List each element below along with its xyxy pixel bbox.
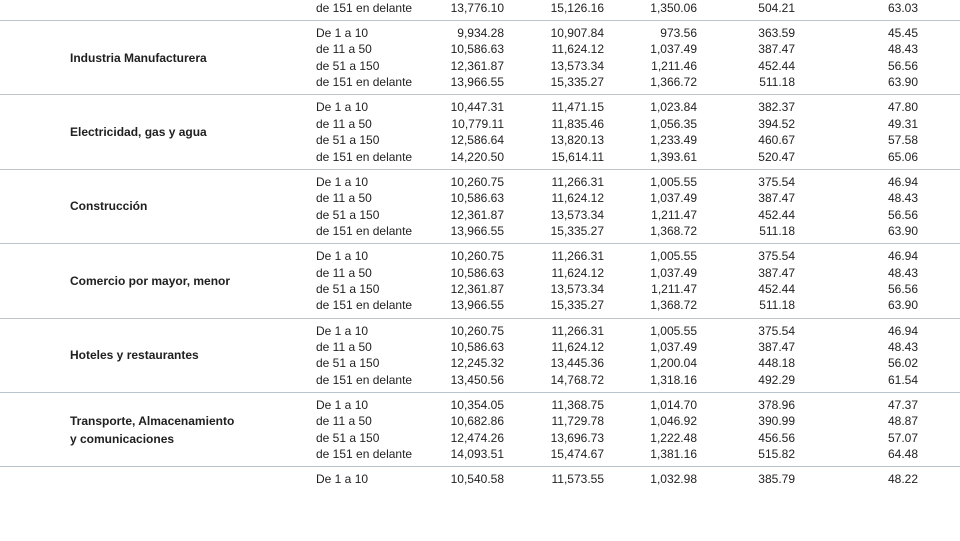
value-cell-3: 1,014.70: [650, 397, 697, 412]
value-cell-2: 13,573.34: [550, 207, 604, 222]
value-cell-1: 10,260.75: [450, 249, 504, 264]
value-cell-5: 61.54: [887, 372, 918, 387]
company-size-cell: de 11 a 50: [316, 414, 372, 429]
value-cell-1: 10,586.63: [450, 191, 504, 206]
value-cell-3: 1,222.48: [650, 430, 697, 445]
company-size-cell: De 1 a 10: [316, 249, 369, 264]
value-cell-1: 13,966.55: [450, 75, 504, 90]
company-size-cell: de 151 en delante: [316, 372, 413, 387]
sector-name: Industria Manufacturera: [70, 50, 207, 65]
value-cell-1: 10,586.63: [450, 339, 504, 354]
value-cell-1: 10,586.63: [450, 42, 504, 57]
value-cell-5: 64.48: [887, 447, 918, 462]
company-size-cell: de 51 a 150: [316, 58, 380, 73]
sector-block-previous: [0, 0, 960, 21]
value-cell-2: 11,266.31: [551, 174, 604, 189]
table-row: [0, 413, 960, 429]
value-cell-2: 11,624.12: [551, 42, 604, 57]
value-cell-5: 57.58: [887, 133, 918, 148]
company-size-cell: de 11 a 50: [316, 191, 372, 206]
table-row: [0, 446, 960, 462]
value-cell-1: 10,779.11: [451, 116, 504, 131]
sector-block-next: [0, 467, 960, 540]
table-row: [0, 149, 960, 165]
value-cell-5: 48.43: [887, 265, 918, 280]
company-size-cell: de 151 en delante: [316, 298, 413, 313]
value-cell-3: 1,037.49: [650, 42, 697, 57]
value-cell-4: 511.18: [759, 75, 795, 90]
value-cell-3: 1,211.47: [651, 207, 697, 222]
table-row: [0, 265, 960, 281]
company-size-cell: de 51 a 150: [316, 133, 380, 148]
table-row: [0, 372, 960, 388]
value-cell-5: 63.90: [887, 298, 918, 313]
value-cell-1: 12,361.87: [450, 281, 504, 296]
value-cell-4: 448.18: [758, 356, 795, 371]
value-cell-5: 56.56: [887, 58, 918, 73]
sector-name: Comercio por mayor, menor: [70, 273, 231, 288]
company-size-cell: De 1 a 10: [316, 26, 369, 40]
value-cell-1: 10,354.05: [450, 397, 504, 412]
sector-name: Hoteles y restaurantes: [70, 348, 199, 363]
value-cell-3: 1,037.49: [650, 339, 697, 354]
value-cell-3: 1,032.98: [650, 472, 697, 487]
value-cell-3: 1,368.72: [650, 298, 697, 313]
value-cell-1: 10,447.31: [450, 100, 504, 115]
value-cell-5: 56.56: [887, 207, 918, 222]
value-cell-5: 48.22: [887, 472, 918, 487]
value-cell-2: 14,768.72: [550, 372, 604, 387]
value-cell-5: 48.43: [887, 42, 918, 57]
company-size-cell: de 151 en delante: [316, 149, 413, 164]
value-cell-1: 14,220.50: [450, 149, 504, 164]
value-cell-5: 46.94: [887, 323, 918, 338]
value-cell-2: 11,624.12: [551, 265, 604, 280]
value-cell-5: 63.90: [887, 75, 918, 90]
company-size-cell: de 11 a 50: [316, 42, 372, 57]
value-cell-1: 12,245.32: [450, 356, 504, 371]
value-cell-3: 1,381.16: [650, 447, 697, 462]
value-cell-4: 456.56: [758, 430, 795, 445]
value-cell-3: 1,318.16: [650, 372, 697, 387]
table-row: [0, 174, 960, 190]
value-cell-3: 1,037.49: [650, 191, 697, 206]
company-size-cell: de 151 en delante: [316, 1, 413, 15]
value-cell-1: 12,474.26: [450, 430, 504, 445]
table-row: [0, 116, 960, 132]
value-cell-3: 1,056.35: [650, 116, 697, 131]
table-row: [0, 281, 960, 297]
value-cell-3: 1,368.72: [650, 223, 697, 238]
sector-name: Construcción: [70, 199, 148, 214]
value-cell-5: 49.31: [887, 116, 918, 131]
company-size-cell: de 51 a 150: [316, 430, 380, 445]
table-row: [0, 207, 960, 223]
value-cell-4: 385.79: [758, 472, 795, 487]
value-cell-3: 1,393.61: [650, 149, 697, 164]
value-cell-1: 12,361.87: [450, 207, 504, 222]
value-cell-3: 1,233.49: [650, 133, 697, 148]
value-cell-1: 10,540.58: [450, 472, 504, 487]
value-cell-3: 1,350.06: [650, 1, 697, 15]
value-cell-3: 1,211.47: [651, 281, 697, 296]
sector-block-manufacturing: [0, 21, 960, 95]
value-cell-2: 15,474.67: [550, 447, 604, 462]
value-cell-3: 1,211.46: [651, 58, 697, 73]
company-size-cell: de 51 a 150: [316, 207, 380, 222]
value-cell-5: 56.56: [887, 281, 918, 296]
value-cell-4: 520.47: [758, 149, 795, 164]
sector-name: Transporte, Almacenamiento y comunicaciones: [70, 413, 235, 446]
sector-rows: [0, 323, 960, 389]
value-cell-2: 15,335.27: [550, 75, 604, 90]
company-size-cell: de 11 a 50: [316, 265, 372, 280]
company-size-cell: De 1 a 10: [316, 323, 369, 338]
value-cell-5: 48.43: [887, 339, 918, 354]
value-cell-4: 375.54: [758, 249, 795, 264]
company-size-cell: de 11 a 50: [316, 116, 372, 131]
company-size-cell: de 151 en delante: [316, 447, 413, 462]
value-cell-1: 9,934.28: [457, 26, 504, 40]
value-cell-2: 10,907.84: [550, 26, 604, 40]
value-cell-1: 13,450.56: [450, 372, 504, 387]
value-cell-2: 15,335.27: [550, 223, 604, 238]
company-size-cell: De 1 a 10: [316, 100, 369, 115]
table-row: [0, 25, 960, 41]
sector-rows: [0, 248, 960, 314]
value-cell-5: 47.80: [887, 100, 918, 115]
value-cell-4: 492.29: [758, 372, 795, 387]
value-cell-5: 56.02: [887, 356, 918, 371]
value-cell-2: 11,729.78: [551, 414, 604, 429]
value-cell-3: 1,023.84: [650, 100, 697, 115]
value-cell-1: 10,260.75: [450, 174, 504, 189]
value-cell-2: 13,820.13: [550, 133, 604, 148]
value-cell-4: 511.18: [759, 223, 795, 238]
value-cell-1: 12,586.64: [450, 133, 504, 148]
value-cell-4: 452.44: [758, 281, 795, 296]
value-cell-3: 1,005.55: [650, 174, 697, 189]
value-cell-5: 46.94: [887, 249, 918, 264]
sector-rows: [0, 174, 960, 240]
value-cell-1: 13,776.10: [450, 1, 504, 15]
value-cell-3: 1,046.92: [650, 414, 697, 429]
value-cell-5: 48.43: [887, 191, 918, 206]
value-cell-4: 363.59: [758, 26, 795, 40]
company-size-cell: de 11 a 50: [316, 339, 372, 354]
company-size-cell: de 151 en delante: [316, 223, 413, 238]
value-cell-5: 63.03: [887, 1, 918, 15]
sector-block-construction: [0, 170, 960, 244]
table-row: [0, 248, 960, 264]
value-cell-5: 47.37: [887, 397, 918, 412]
value-cell-1: 10,682.86: [450, 414, 504, 429]
value-cell-4: 515.82: [758, 447, 795, 462]
company-size-cell: De 1 a 10: [316, 397, 369, 412]
sector-rows: [0, 397, 960, 463]
value-cell-5: 46.94: [887, 174, 918, 189]
sector-block-transport: [0, 393, 960, 467]
table-row: [0, 397, 960, 413]
sector-block-utilities: [0, 95, 960, 169]
value-cell-1: 12,361.87: [450, 58, 504, 73]
value-cell-3: 1,005.55: [650, 323, 697, 338]
value-cell-3: 973.56: [660, 26, 697, 40]
value-cell-2: 11,624.12: [551, 339, 604, 354]
sector-rows: [0, 99, 960, 165]
value-cell-3: 1,037.49: [650, 265, 697, 280]
sector-block-hotels: [0, 319, 960, 393]
table-row: [0, 99, 960, 115]
table-row: [0, 355, 960, 371]
table-row: [0, 190, 960, 206]
value-cell-2: 15,126.16: [550, 1, 604, 15]
value-cell-2: 11,624.12: [551, 191, 604, 206]
value-cell-5: 65.06: [887, 149, 918, 164]
value-cell-4: 511.18: [759, 298, 795, 313]
table-row: [0, 323, 960, 339]
value-cell-4: 387.47: [758, 191, 795, 206]
table-row: [0, 58, 960, 74]
table-row: [0, 430, 960, 446]
company-size-cell: de 51 a 150: [316, 356, 380, 371]
value-cell-1: 10,586.63: [450, 265, 504, 280]
sector-name: Electricidad, gas y agua: [70, 125, 207, 140]
value-cell-4: 460.67: [758, 133, 795, 148]
company-size-cell: De 1 a 10: [316, 174, 369, 189]
value-cell-4: 394.52: [758, 116, 795, 131]
table-row: [0, 297, 960, 313]
company-size-cell: de 51 a 150: [316, 281, 380, 296]
company-size-cell: de 151 en delante: [316, 75, 413, 90]
value-cell-1: 13,966.55: [450, 223, 504, 238]
value-cell-2: 15,335.27: [550, 298, 604, 313]
table-row: [0, 0, 960, 16]
value-cell-1: 13,966.55: [450, 298, 504, 313]
value-cell-2: 11,835.46: [551, 116, 604, 131]
value-cell-3: 1,005.55: [650, 249, 697, 264]
value-cell-2: 11,573.55: [551, 472, 604, 487]
value-cell-2: 11,266.31: [551, 323, 604, 338]
sector-block-commerce: [0, 244, 960, 318]
table-row: [0, 339, 960, 355]
value-cell-4: 382.37: [758, 100, 795, 115]
value-cell-4: 387.47: [758, 339, 795, 354]
value-cell-2: 13,696.73: [550, 430, 604, 445]
value-cell-4: 452.44: [758, 207, 795, 222]
value-cell-3: 1,200.04: [650, 356, 697, 371]
value-cell-2: 11,368.75: [551, 397, 604, 412]
value-cell-4: 375.54: [758, 323, 795, 338]
value-cell-1: 14,093.51: [450, 447, 504, 462]
company-size-cell: De 1 a 10: [316, 472, 369, 487]
value-cell-5: 48.87: [887, 414, 918, 429]
value-cell-4: 452.44: [758, 58, 795, 73]
value-cell-2: 11,266.31: [551, 249, 604, 264]
sector-rows: [0, 25, 960, 91]
table-row: [0, 132, 960, 148]
value-cell-2: 13,445.36: [550, 356, 604, 371]
value-cell-4: 375.54: [758, 174, 795, 189]
value-cell-3: 1,366.72: [650, 75, 697, 90]
value-cell-5: 45.45: [887, 26, 918, 40]
value-cell-4: 387.47: [758, 42, 795, 57]
value-cell-5: 57.07: [887, 430, 918, 445]
value-cell-1: 10,260.75: [450, 323, 504, 338]
table-row: [0, 41, 960, 57]
value-cell-4: 390.99: [758, 414, 795, 429]
value-cell-4: 378.96: [758, 397, 795, 412]
sector-rows: [0, 0, 960, 16]
value-cell-2: 13,573.34: [550, 281, 604, 296]
value-cell-2: 11,471.15: [551, 100, 604, 115]
table-row: [0, 223, 960, 239]
value-cell-4: 504.21: [758, 1, 795, 15]
table-row: [0, 74, 960, 90]
value-cell-4: 387.47: [758, 265, 795, 280]
value-cell-2: 15,614.11: [551, 149, 604, 164]
value-cell-5: 63.90: [887, 223, 918, 238]
value-cell-2: 13,573.34: [550, 58, 604, 73]
